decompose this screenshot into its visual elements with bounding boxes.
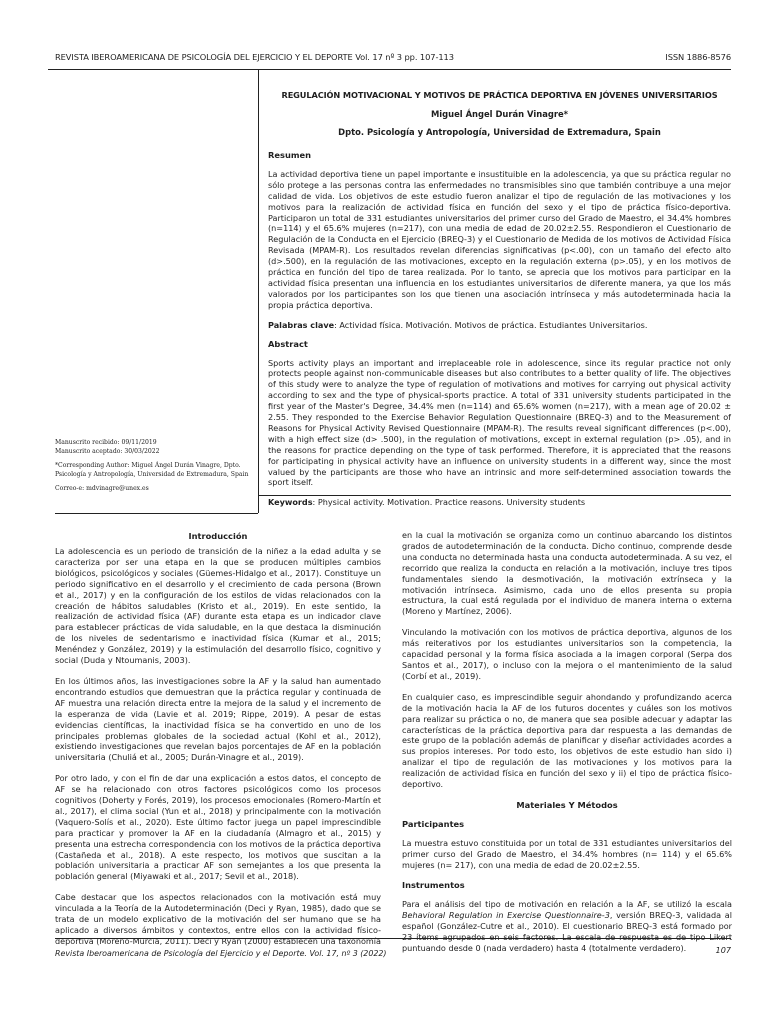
corresponding-author: *Corresponding Author: Miguel Ángel Durán Vinagre, Dpto. Psicología y Antropología, Universidad de Extremadura, Spain: [55, 462, 249, 478]
intro-paragraph-4: Cabe destacar que los aspectos relacionados con la motivación está muy vinculada a la Teoría de la Autodeterminación (Deci y Ryan, 1985), dado que se trata de un modelo explicativo de la motivación del ser humano que se ha aplicado a diversos ámbitos y contextos, entre ellos con la actividad físico-deportiva (Moreno-Murcia, 2011). Deci y Ryan (2000) establecen una taxonomía: [55, 892, 382, 946]
received-date: Manuscrito recibido: 09/11/2019: [55, 439, 157, 446]
footer-journal: Revista Iberoamericana de Psicología del Ejercicio y el Deporte. Vol. 17, nº 3 (2022): [55, 949, 387, 958]
palabras-clave-text: : Actividad física. Motivación. Motivos de práctica. Estudiantes Universitarios.: [334, 319, 648, 330]
manuscript-notes: [55, 439, 253, 500]
right-paragraph-1: en la cual la motivación se organiza como un continuo abarcando los distintos grados de autodeterminación de la conducta. Dicho continuo, comprende desde una conducta no determinada hasta una conducta autodeterminada. A su vez, el recorrido que realiza la conducta en relación a la motivación, incluye tres tipos fundamentales siendo la desmotivación, la motivación extrínseca y la motivación intrínseca. Asimismo, cada uno de ellos presenta su propia estructura, la cual está regulada por el individuo de manera interna o externa (Moreno y Martínez, 2006).: [402, 530, 732, 617]
right-paragraph-2: Vinculando la motivación con los motivos de práctica deportiva, algunos de los más reiterativos por los estudiantes universitarios son la competencia, la capacidad personal y la forma física asociada a la imagen corporal (Serpa dos Santos et al., 2017), o incluso con la mejora o el mantenimiento de la salud (Corbí et al., 2019).: [402, 627, 732, 681]
accepted-date: Manuscrito aceptado: 30/03/2022: [55, 447, 160, 455]
footer-rule: [55, 938, 731, 939]
palabras-clave: [268, 320, 731, 331]
right-column: [402, 530, 732, 964]
intro-paragraph-1: La adolescencia es un periodo de transición de la niñez a la edad adulta y se caracteriza por ser una etapa en la que se producen múltiples cambios biológicos, psicológicos y sociales (Güemes-Hidalgo et al., 2017). Constituye un periodo significativo en el desarrollo y el crecimiento de cada persona (Brown et al., 2017) y en la configuración de los estilos de vidas relacionados con la creación de hábitos saludables (Kristo et al., 2019). En este sentido, la realización de actividad física (AF) durante esta etapa es un indicador clave para establecer prácticas de vida saludable, en la que destaca la disminución de los niveles de sedentarismo e inactividad física (Kumar et al., 2015; Menéndez y González, 2019) y la estimulación del desarrollo físico, cognitivo y social (Duda y Ntoumanis, 2003).: [55, 546, 381, 666]
right-paragraph-3: En cualquier caso, es imprescindible seguir ahondando y profundizando acerca de la motivación hacia la AF de los futuros docentes y cuáles son los motivos para realizar su práctica o no, de manera que sea posible adecuar y adaptar las características de la práctica deportiva para dar respuesta a las demandas de este grupo de la población además de planificar y diseñar actividades acordes a sus propios intereses. Por todo esto, los objetivos de este estudio han sido i) analizar el tipo de regulación de las motivaciones y los motivos para la realización de actividad física en función del sexo y ii) el tipo de práctica físico-deportivo.: [402, 691, 732, 790]
journal-header: REVISTA IBEROAMERICANA DE PSICOLOGÍA DEL EJERCICIO Y EL DEPORTE Vol. 17 nº 3 pp. 107-113: [55, 52, 454, 62]
resumen-text: La actividad deportiva tiene un papel importante e insustituible en la adolescencia, ya que su práctica regular no sólo protege a las personas contra las enfermedades no transmisibles sino que también contribuye a una mejor calidad de vida. Los objetivos de este estudio fueron analizar el tipo de regulación de las motivaciones y los motivos para la realización de actividad física en función del sexo y el tipo de práctica físico-deportiva. Participaron un total de 331 estudiantes universitarios del primer curso del Grado de Maestro, el 34.4% hombres (n=114) y el 65.6% mujeres (n=217), con una media de edad de 20.02±2.55. Respondieron el Cuestionario de Regulación de la Conducta en el Ejercicio (BREQ-3) y el Cuestionario de Medida de los motivos de Actividad Física Revisada (MPAM-R). Los resultados revelan diferencias significativas (p<.00), con un tamaño del efecto alto (d>.500), en la regulación de las motivaciones, excepto en la regulación externa (p>.05), y en los motivos de práctica en función del tipo de tarea realizada. Por lo tanto, se aprecia que los motivos para participar en la actividad física presentan una influencia en los estudiantes universitarios de diferente manera, ya que los más valorados por los participantes son los que tienen una asociación intrínseca y más autodeterminada hacia la propia práctica deportiva.: [268, 168, 731, 310]
resumen-section: [268, 150, 731, 508]
abstract-heading: Abstract: [268, 338, 308, 349]
issn: ISSN 1886-8576: [665, 52, 731, 62]
instruments-paragraph: [402, 899, 732, 954]
article-affiliation: Dpto. Psicología y Antropología, Universidad de Extremadura, Spain: [338, 127, 661, 137]
article-title: REGULACIÓN MOTIVACIONAL Y MOTIVOS DE PRÁCTICA DEPORTIVA EN JÓVENES UNIVERSITARIOS: [281, 90, 718, 100]
abstract-text: Sports activity plays an important and irreplaceable role in adolescence, since its regular practice not only protects people against non-communicable diseases but also contributes to a better quality of life. The objectives of this study were to analyze the type of regulation of motivations and motives for carrying out physical activity according to sex and the type of physical-sports practice. A total of 331 university students participated in the first year of the Master's Degree, 34.4% men (n=114) and 65.6% women (n=217), with a mean age of 20.02 ± 2.55. They responded to the Exercise Behavior Regulation Questionnaire (BREQ-3) and to the Measurement of Reasons for Physical Activity Revised Questionnaire (MPAM-R). The results reveal significant differences (p<.00), with a high effect size (d> .500), in the regulation of motivations, except in external regulation (p> .05), and in the reasons for practice depending on the type of task performed. Therefore, it is appreciated that the reasons for participating in physical activity have an influence on university students in a different way, since the most valued by the participants are those who have an intrinsic and more self-determined association towards the sport itself.: [268, 357, 731, 488]
participants-paragraph: La muestra estuvo constituida por un total de 331 estudiantes universitarios del primer curso del Grado de Maestro, el 34.4% hombres (n= 114) y el 65.6% mujeres (n= 217), con una media de edad de 20.02±2.55.: [402, 837, 732, 870]
instruments-text-b: , versión BREQ-3, validada al español (González-Cutre et al., 2010). El cuestionario BREQ-3 está formado por 23 ítems agrupados en seis factores. La escala de respuesta es de tipo Likert puntuando desde 0 (nada verdadero) hasta 4 (totalmente verdadero).: [402, 910, 732, 953]
vertical-divider: [258, 70, 259, 513]
intro-paragraph-2: En los últimos años, las investigaciones sobre la AF y la salud han aumentado encontrando estudios que demuestran que la práctica regular y continuada de AF muestra una relación directa entre la mejora de la salud y el incremento de la esperanza de vida (Lavie et al. 2019; Rippe, 2019). A pesar de estas evidencias científicas, la inactividad física se ha convertido en uno de los principales problemas globales de la sociedad actual (Kohl et al., 2012), existiendo investigaciones que revelan bajos porcentajes de AF en la población universitaria (Chuliá et al., 2005; Durán-Vinagre et al., 2019).: [55, 675, 381, 763]
methods-heading: Materiales Y Métodos: [516, 799, 618, 810]
instruments-text-a: Para el análisis del tipo de motivación en relación a la AF, se utilizó la escala: [402, 899, 732, 910]
notes-bottom-rule: [55, 513, 258, 514]
resumen-heading: Resumen: [268, 150, 312, 160]
palabras-clave-label: Palabras clave: [268, 319, 335, 330]
intro-paragraph-3: Por otro lado, y con el fin de dar una explicación a estos datos, el concepto de AF se ha relacionado con otros factores psicológicos como los procesos cognitivos (Doherty y Forés, 2019), los procesos emocionales (Romero-Martín et al., 2017), el clima social (Yun et al., 2018) y principalmente con la motivación (Vaquero-Solís et al., 2020). Este último factor juega un papel imprescindible para practicar y promover la AF en la ciudadanía (Almagro et al., 2015) y presenta una estrecha correspondencia con los motivos de la práctica deportiva (Castañeda et al., 2018). A este respecto, los motivos que suscitan a la población universitaria a practicar AF son semejantes a los que presenta la población general (Miyawaki et al., 2017; Sevil et al., 2018).: [55, 773, 381, 882]
author-email: Correo-e: mdvinagre@unex.es: [55, 485, 149, 493]
keywords-text: : Physical activity. Motivation. Practice reasons. University students: [312, 497, 586, 508]
header-rule: [48, 69, 731, 70]
instruments-heading: Instrumentos: [402, 880, 465, 891]
participants-heading: Participantes: [402, 818, 465, 829]
running-header: [55, 52, 731, 66]
article-author: Miguel Ángel Durán Vinagre*: [430, 109, 569, 119]
abstract-bottom-rule: [258, 495, 731, 496]
instruments-scale-name: Behavioral Regulation in Exercise Questionnaire-3: [402, 910, 610, 921]
article-header: [268, 90, 731, 137]
keywords-label: Keywords: [268, 497, 313, 508]
intro-heading: Introducción: [188, 531, 248, 541]
left-column: [55, 546, 381, 957]
page-number: 107: [715, 945, 731, 955]
keywords: [268, 497, 731, 508]
